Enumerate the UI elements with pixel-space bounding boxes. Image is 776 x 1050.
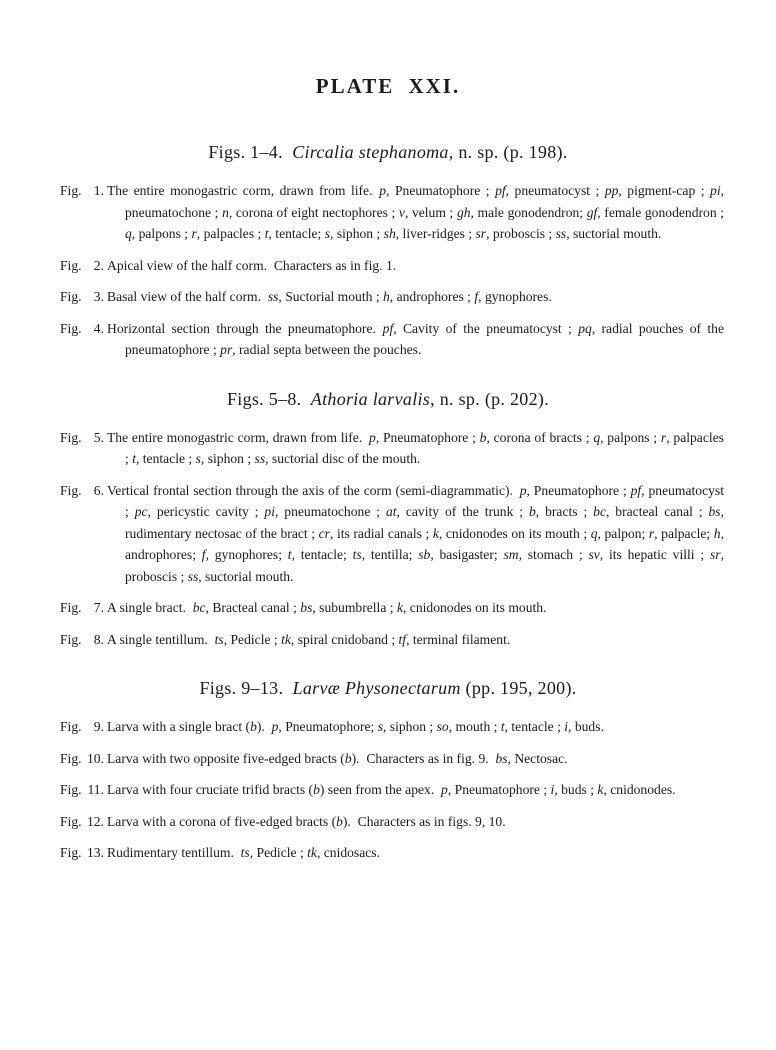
fig-number: 2. xyxy=(93,257,104,273)
fig-number: 6. xyxy=(93,482,104,498)
figure-label xyxy=(60,480,104,502)
figure-label xyxy=(60,842,104,864)
fig-word: Fig. xyxy=(60,813,82,829)
fig-word: Fig. xyxy=(60,429,82,445)
figure-group xyxy=(0,676,776,864)
fig-number: 13. xyxy=(87,845,104,860)
figure-label xyxy=(60,779,104,801)
figure-label xyxy=(60,255,104,277)
figure-label xyxy=(60,811,104,833)
figure-group-heading: Figs. 1–4. Circalia stephanoma, n. sp. (p. 198). xyxy=(208,142,568,162)
figure-entries xyxy=(0,427,776,651)
fig-word: Fig. xyxy=(60,320,82,336)
figure-group-heading: Figs. 9–13. Larvæ Physonectarum (pp. 195, 200). xyxy=(199,678,577,698)
fig-word: Fig. xyxy=(60,183,82,198)
figure-caption xyxy=(0,629,724,651)
fig-number: 5. xyxy=(93,429,104,445)
fig-number: 7. xyxy=(93,600,104,615)
caption-text: Larva with a corona of five-edged bracts (b). Characters as in figs. 9, 10. xyxy=(107,813,506,829)
fig-word: Fig. xyxy=(60,289,82,304)
figure-caption xyxy=(0,427,724,470)
fig-word: Fig. xyxy=(60,845,82,860)
caption-text: Rudimentary tentillum. ts, Pedicle ; tk, cnidosacs. xyxy=(107,845,380,860)
figure-caption xyxy=(0,716,724,738)
fig-word: Fig. xyxy=(60,750,82,766)
figure-caption xyxy=(0,286,724,308)
figure-label xyxy=(60,180,104,202)
figure-label xyxy=(60,427,104,449)
fig-word: Fig. xyxy=(60,257,82,273)
caption-text: Apical view of the half corm. Characters as in fig. 1. xyxy=(107,257,397,273)
plate-title: PLATE XXI. xyxy=(315,74,461,98)
fig-word: Fig. xyxy=(60,631,82,647)
fig-number: 9. xyxy=(93,719,104,734)
figure-caption xyxy=(0,811,724,833)
caption-text: The entire monogastric corm, drawn from life. p, Pneumatophore ; b, corona of bracts ; q, palpons ; r, palpacles ; t, tentacle ; s, siphon ; ss, suctorial disc of the mouth. xyxy=(107,429,724,466)
figure-label xyxy=(60,748,104,770)
figure-entries xyxy=(0,180,776,361)
fig-number: 12. xyxy=(87,813,104,829)
fig-number: 4. xyxy=(93,320,104,336)
caption-text: Larva with two opposite five-edged bracts (b). Characters as in fig. 9. bs, Nectosac. xyxy=(107,750,568,766)
fig-word: Fig. xyxy=(60,600,82,615)
figure-group xyxy=(0,140,776,361)
figure-caption xyxy=(0,779,724,801)
fig-word: Fig. xyxy=(60,782,82,797)
figure-label xyxy=(60,286,104,308)
caption-text: Larva with four cruciate trifid bracts (b) seen from the apex. p, Pneumatophore ; i, buds ; k, cnidonodes. xyxy=(107,782,676,797)
figure-label xyxy=(60,629,104,651)
caption-text: Vertical frontal section through the axis of the corm (semi-diagrammatic). p, Pneumatophore ; pf, pneumatocyst ; pc, pericystic cavity ; pi, pneumatochone ; at, cavity of the trunk ; b, bracts ; bc, bracteal canal ; bs, rudimentary nectosac of the bract ; cr, its radial canals ; k, cnidonodes on its mouth ; q, palpon; r, palpacle; h, androphores; f, gynophores; t, tentacle; ts, tentilla; sb, basigaster; sm, stomach ; sv, its hepatic villi ; sr, proboscis ; ss, suctorial mouth. xyxy=(107,482,724,584)
figure-groups xyxy=(0,140,776,864)
caption-text: The entire monogastric corm, drawn from life. p, Pneumatophore ; pf, pneumatocyst ; pp, pigment-cap ; pi, pneumatochone ; n, corona of eight nectophores ; v, velum ; gh, male gonodendron; gf, female gonodendron ; q, palpons ; r, palpacles ; t, tentacle; s, siphon ; sh, liver-ridges ; sr, proboscis ; ss, suctorial mouth. xyxy=(107,183,725,241)
figure-caption xyxy=(0,180,724,245)
figure-caption xyxy=(0,480,724,588)
caption-text: Basal view of the half corm. ss, Suctorial mouth ; h, androphores ; f, gynophores. xyxy=(107,289,552,304)
figure-group-heading: Figs. 5–8. Athoria larvalis, n. sp. (p. 202). xyxy=(226,388,550,409)
caption-text: A single bract. bc, Bracteal canal ; bs, subumbrella ; k, cnidonodes on its mouth. xyxy=(107,600,547,615)
figure-caption xyxy=(0,318,724,361)
figure-caption xyxy=(0,255,724,277)
figure-caption xyxy=(0,842,724,864)
caption-text: A single tentillum. ts, Pedicle ; tk, spiral cnidoband ; tf, terminal filament. xyxy=(107,631,511,647)
figure-caption xyxy=(0,597,724,619)
caption-text: Horizontal section through the pneumatophore. pf, Cavity of the pneumatocyst ; pq, radial pouches of the pneumatophore ; pr, radial septa between the pouches. xyxy=(107,320,724,357)
fig-number: 8. xyxy=(93,631,104,647)
fig-word: Fig. xyxy=(60,482,82,498)
figure-label xyxy=(60,716,104,738)
figure-label xyxy=(60,318,104,340)
fig-number: 1. xyxy=(93,183,104,198)
fig-number: 3. xyxy=(93,289,104,304)
figure-group xyxy=(0,387,776,651)
fig-word: Fig. xyxy=(60,719,82,734)
fig-number: 10. xyxy=(87,750,104,766)
caption-text: Larva with a single bract (b). p, Pneumatophore; s, siphon ; so, mouth ; t, tentacle ; i, buds. xyxy=(107,719,604,734)
figure-entries xyxy=(0,716,776,864)
fig-number: 11. xyxy=(87,782,104,797)
figure-label xyxy=(60,597,104,619)
figure-caption xyxy=(0,748,724,770)
